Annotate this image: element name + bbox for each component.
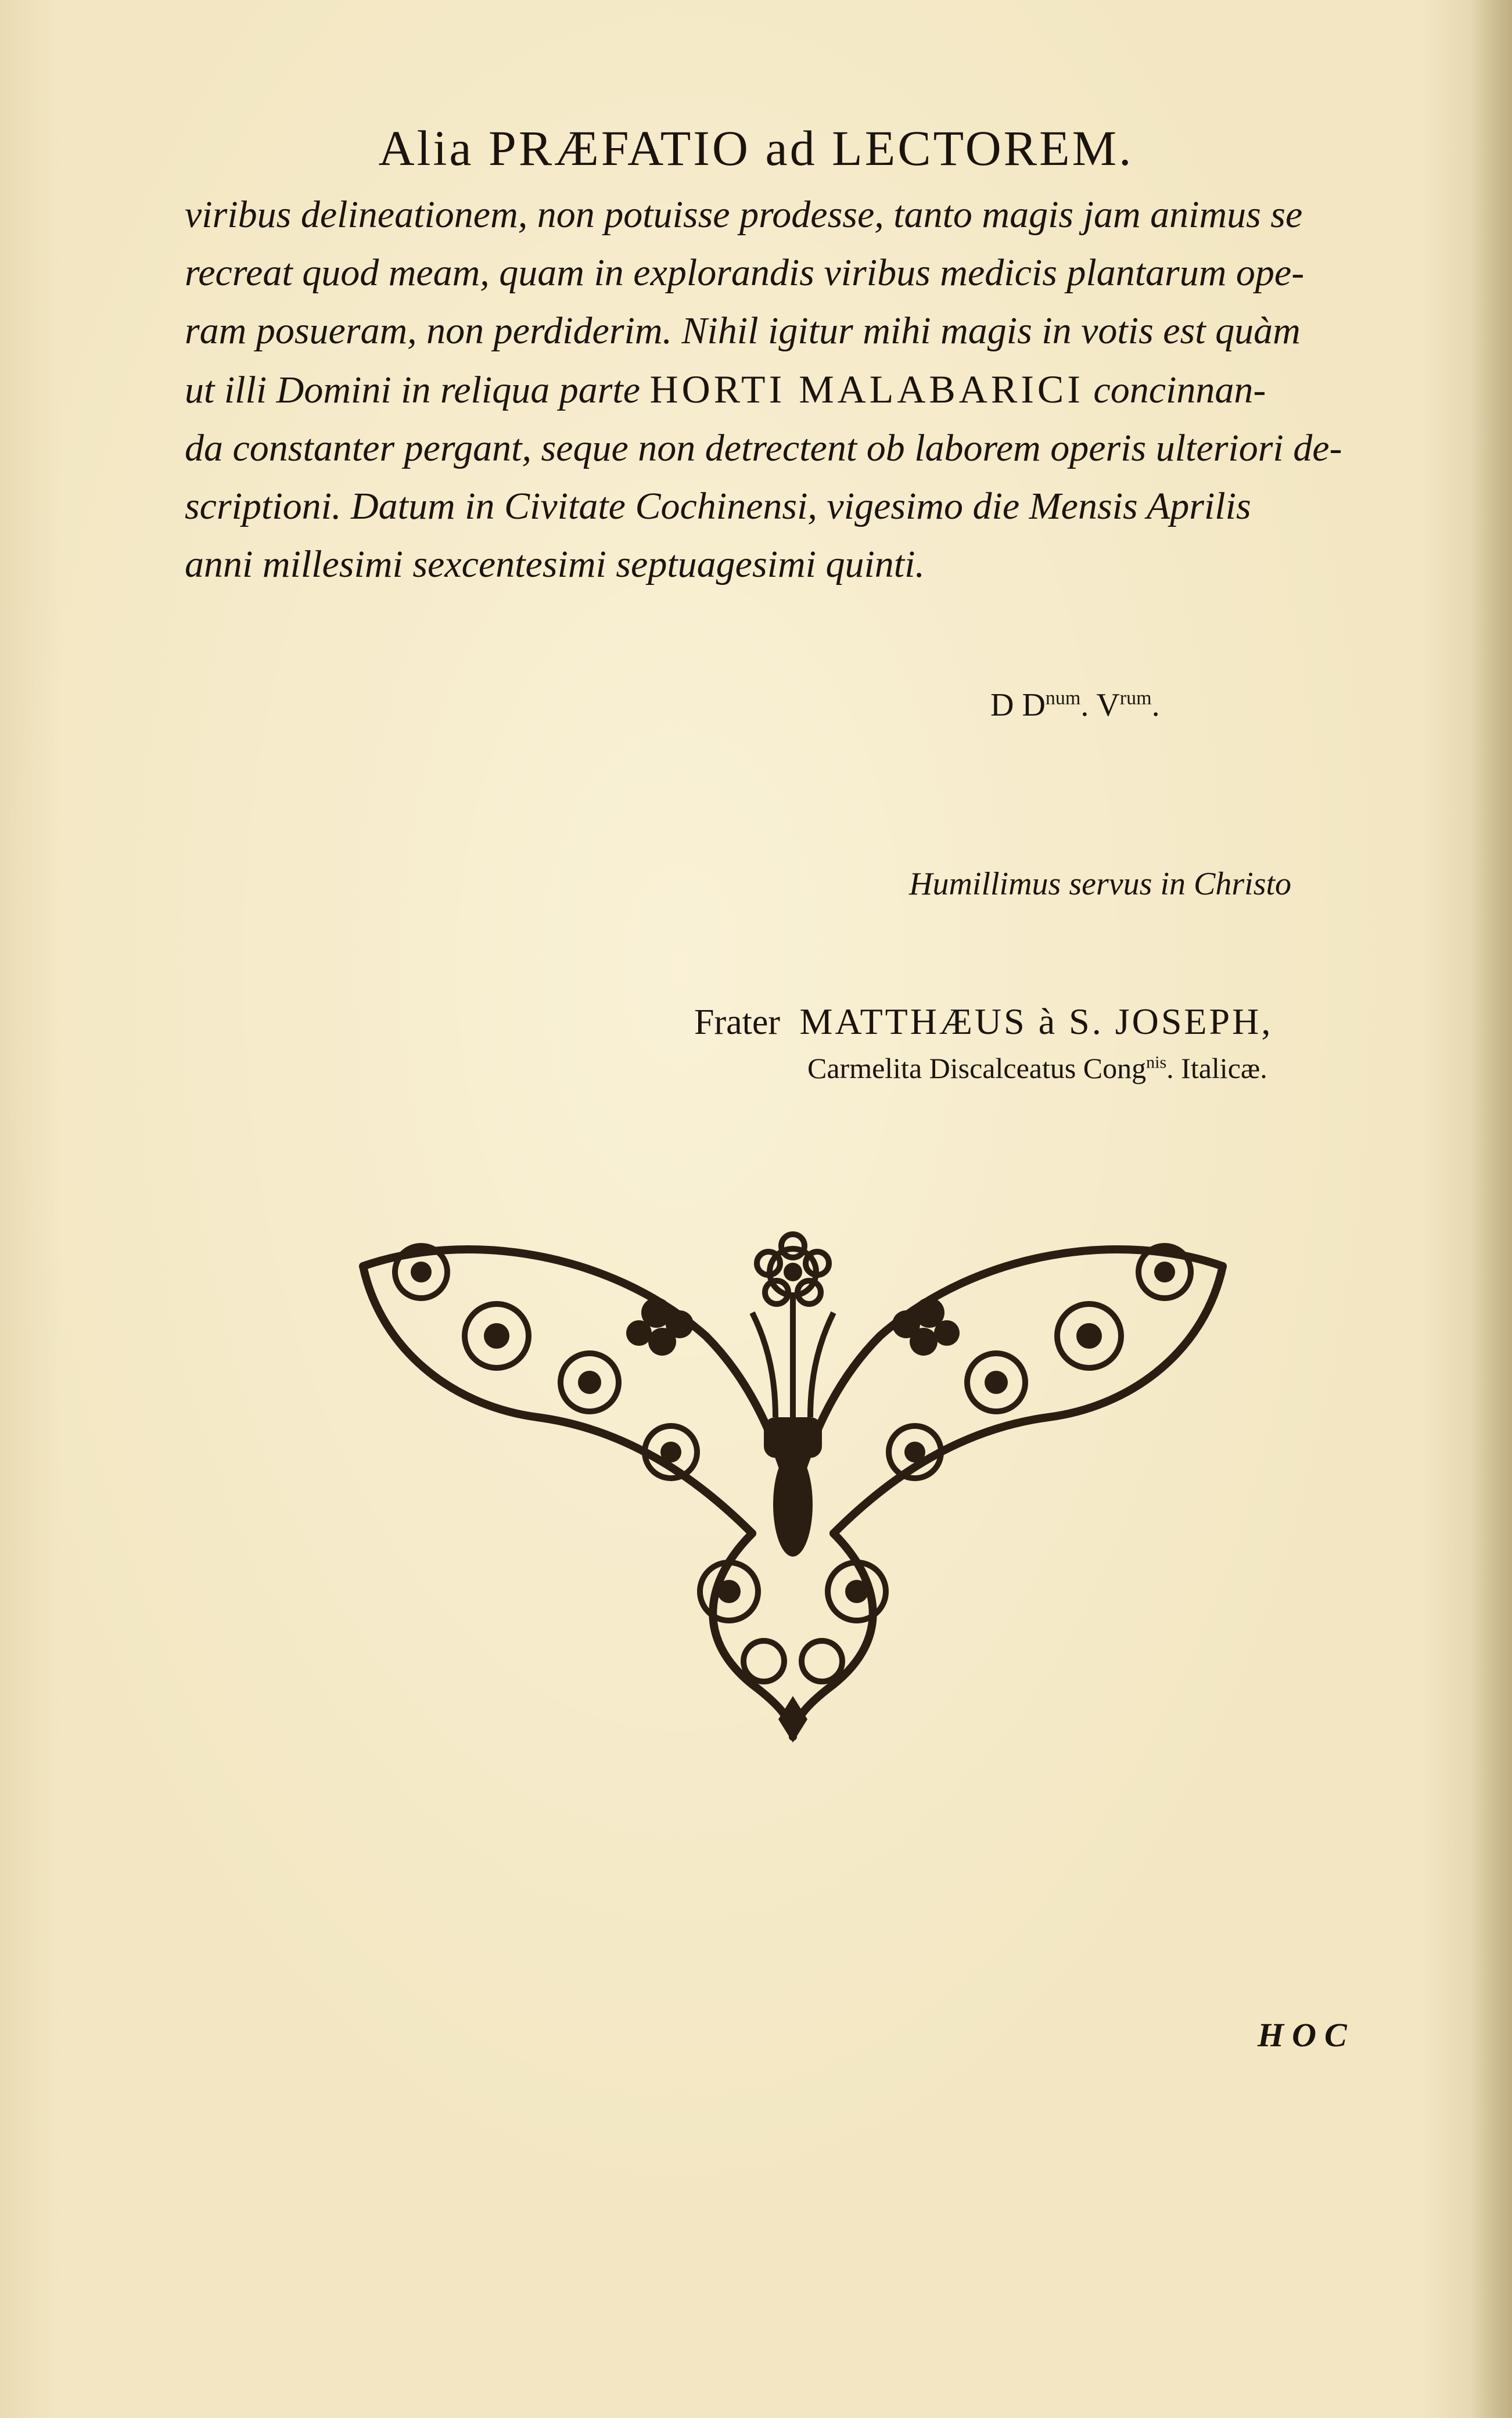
body-line-4-pre: ut illi Domini in reliqua parte [185,369,641,411]
ornamental-scroll-icon [346,1231,1240,1742]
page-edge-shadow [1471,0,1512,2418]
body-line-5: da constanter pergant, seque non detrectent ob laborem operis ulteriori de- [185,427,1342,469]
signature-line [694,1000,1273,1043]
hortus-title: HORTI MALABARICI [649,367,1084,411]
body-line-4 [185,360,1358,419]
body-line-7: anni millesimi sexcentesimi septuagesimi quinti. [185,543,925,585]
header-ad: ad [765,120,817,176]
body-line-1: viribus delineationem, non potuisse prodesse, tanto magis jam animus se [185,193,1303,236]
header-praefatio: PRÆFATIO [489,120,750,176]
frater-label: Frater [694,1003,781,1042]
body-line-4-post: concinnan- [1093,369,1266,411]
addressee: D $D^{num}$. $V^{rum}$. [990,687,1160,723]
header-lectorem: LECTOREM. [832,120,1134,176]
header-alia: Alia [378,120,474,176]
catchword: HOC [1258,2016,1355,2054]
frater-name: MATTHÆUS à S. JOSEPH, [799,1001,1273,1042]
carmelita-line: Carmelita Discalceatus Cong$^{nis}$. Italicæ. [807,1052,1267,1084]
body-line-3: ram posueram, non perdiderim. Nihil igitur mihi magis in votis est quàm [185,310,1301,352]
page-header [0,119,1512,177]
body-line-2: recreat quod meam, quam in explorandis viribus medicis plantarum ope- [185,251,1305,294]
body-line-6: scriptioni. Datum in Civitate Cochinensi, vigesimo die Mensis Aprilis [185,485,1251,527]
humillimus-line: Humillimus servus in Christo [909,866,1292,902]
preface-body [185,186,1358,594]
